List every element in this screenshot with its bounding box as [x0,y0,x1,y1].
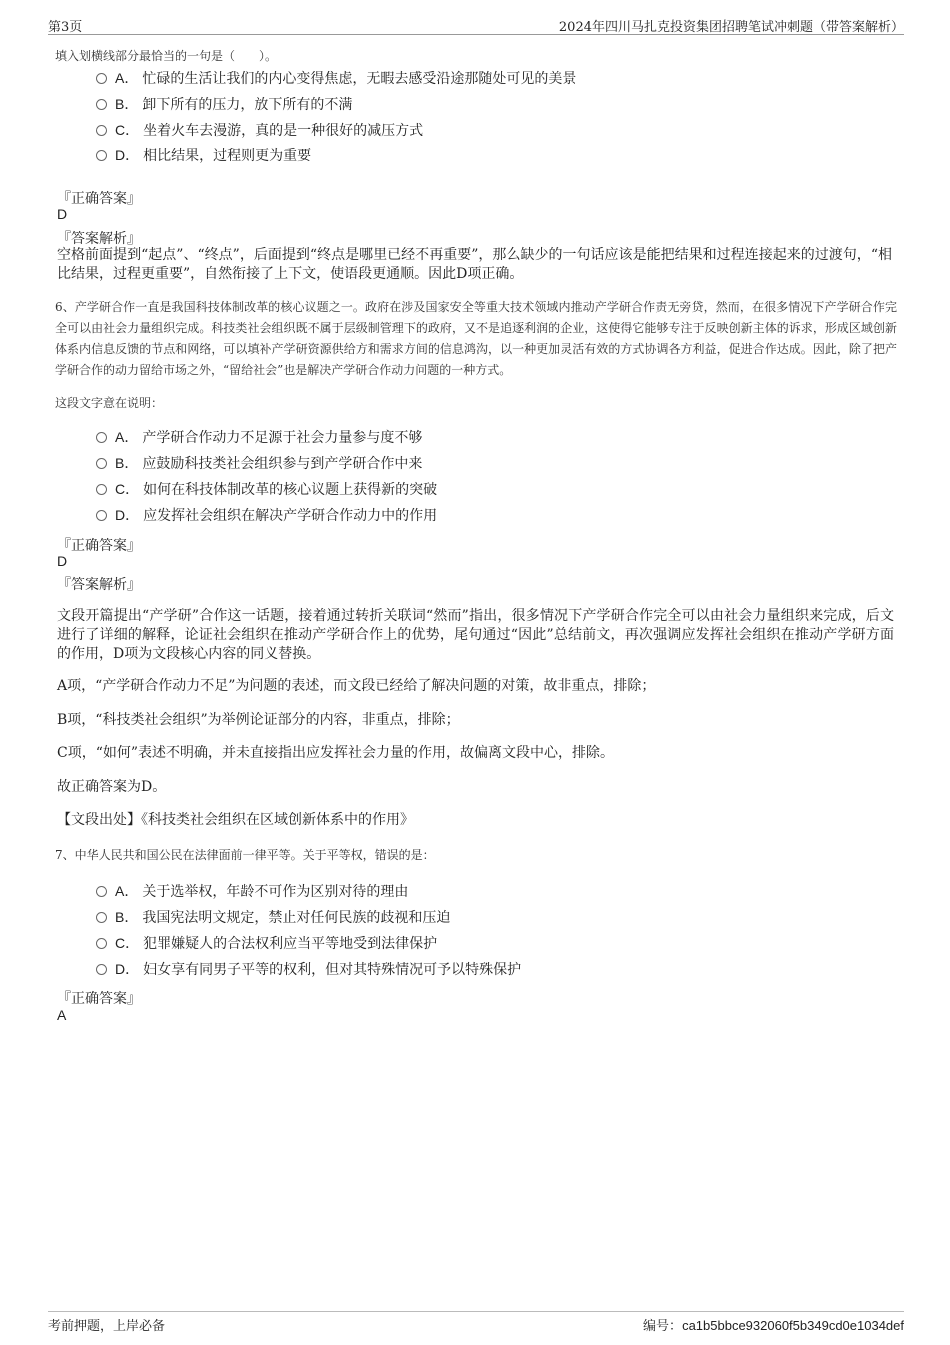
radio-icon[interactable] [96,150,107,161]
q6-option-c[interactable]: C． 如何在科技体制改革的核心议题上获得新的突破 [96,478,437,500]
footer-slogan: 考前押题，上岸必备 [48,1319,166,1334]
q7-stem: 7、中华人民共和国公民在法律面前一律平等。关于平等权，错误的是： [55,848,435,862]
radio-icon[interactable] [96,484,107,495]
q5-option-b[interactable]: B． 卸下所有的压力，放下所有的不满 [96,93,352,115]
radio-icon[interactable] [96,432,107,443]
page-number: 第3页 [48,20,83,35]
q5-analysis-label: 『答案解析』 [57,231,141,247]
q5-option-c[interactable]: C． 坐着火车去漫游，真的是一种很好的减压方式 [96,119,423,141]
q6-stem: 6、产学研合作一直是我国科技体制改革的核心议题之一。政府在涉及国家安全等重大技术领域内推动产学研合作责无旁贷，然而，在很多情况下产学研合作完全可以由社会力量组织完成。科技类社会组织既不属于层级制管理下的政府，又不是追逐利润的企业，这使得它能够专注于反映创新主体的诉求，形成区域创新体系内信息反馈的节点和网络，可以填补产学研资源供给方和需求方间的信息鸿沟，以一种更加灵活有效的方式协调各方利益，促进合作达成。因此，除了把产学研合作的动力留给市场之外，“留给社会”也是解决产学研合作动力问题的一种方式。 [55,300,897,377]
q5-answer-label: 『正确答案』 [57,191,141,207]
q6-answer-label: 『正确答案』 [57,538,141,554]
q6-option-b[interactable]: B． 应鼓励科技类社会组织参与到产学研合作中来 [96,452,422,474]
q7-option-b[interactable]: B． 我国宪法明文规定，禁止对任何民族的歧视和压迫 [96,906,450,928]
page-header [48,14,904,35]
radio-icon[interactable] [96,99,107,110]
footer-code-value: ca1b5bbce932060f5b349cd0e1034def [682,1318,904,1333]
q6-option-a[interactable]: A． 产学研合作动力不足源于社会力量参与度不够 [96,426,422,448]
q6-source: 【文段出处】《科技类社会组织在区域创新体系中的作用》 [57,812,414,828]
radio-icon[interactable] [96,73,107,84]
q6-point-b: B项，“科技类社会组织”为举例论证部分的内容，非重点，排除； [57,712,460,728]
q6-point-c: C项，“如何”表述不明确，并未直接指出应发挥社会力量的作用，故偏离文段中心，排除。 [57,745,615,761]
q7-answer: A [57,1007,67,1023]
radio-icon[interactable] [96,886,107,897]
q6-conclusion: 故正确答案为D。 [57,779,167,795]
q7-option-d[interactable]: D． 妇女享有同男子平等的权利，但对其特殊情况可予以特殊保护 [96,958,521,980]
q6-option-d[interactable]: D． 应发挥社会组织在解决产学研合作动力中的作用 [96,504,437,526]
q7-option-c[interactable]: C． 犯罪嫌疑人的合法权利应当平等地受到法律保护 [96,932,437,954]
q5-analysis: 空格前面提到“起点”、“终点”，后面提到“终点是哪里已经不再重要”，那么缺少的一句话应该是能把结果和过程连接起来的过渡句，“相比结果，过程更重要”，自然衔接了上下文，使语段更通顺。因此D项正确。 [57,247,892,282]
q5-option-d[interactable]: D． 相比结果，过程则更为重要 [96,144,311,166]
radio-icon[interactable] [96,964,107,975]
radio-icon[interactable] [96,458,107,469]
radio-icon[interactable] [96,912,107,923]
page-footer [48,1311,904,1334]
q6-analysis: 文段开篇提出“产学研”合作这一话题，接着通过转折关联词“然而”指出，很多情况下产学研合作完全可以由社会力量组织来完成，后文进行了详细的解释，论证社会组织在推动产学研合作上的优势，尾句通过“因此”总结前文，再次强调应发挥社会组织在推动产学研方面的作用，D项为文段核心内容的同义替换。 [57,608,894,662]
q6-question: 这段文字意在说明： [55,396,164,410]
q7-answer-label: 『正确答案』 [57,991,141,1007]
q5-answer: D [57,206,68,222]
footer-code-label: 编号： [643,1319,683,1334]
radio-icon[interactable] [96,125,107,136]
footer-code [643,1315,904,1334]
q6-answer: D [57,553,68,569]
q5-stem: 填入划横线部分最恰当的一句是（ ）。 [55,49,278,63]
q6-analysis-label: 『答案解析』 [57,577,141,593]
q7-option-a[interactable]: A． 关于选举权，年龄不可作为区别对待的理由 [96,880,408,902]
radio-icon[interactable] [96,938,107,949]
radio-icon[interactable] [96,510,107,521]
document-title: 2024年四川马扎克投资集团招聘笔试冲刺题（带答案解析） [558,20,904,35]
q6-point-a: A项，“产学研合作动力不足”为问题的表述，而文段已经给了解决问题的对策，故非重点，排除； [57,678,656,694]
q5-option-a[interactable]: A． 忙碌的生活让我们的内心变得焦虑，无暇去感受沿途那随处可见的美景 [96,67,576,89]
